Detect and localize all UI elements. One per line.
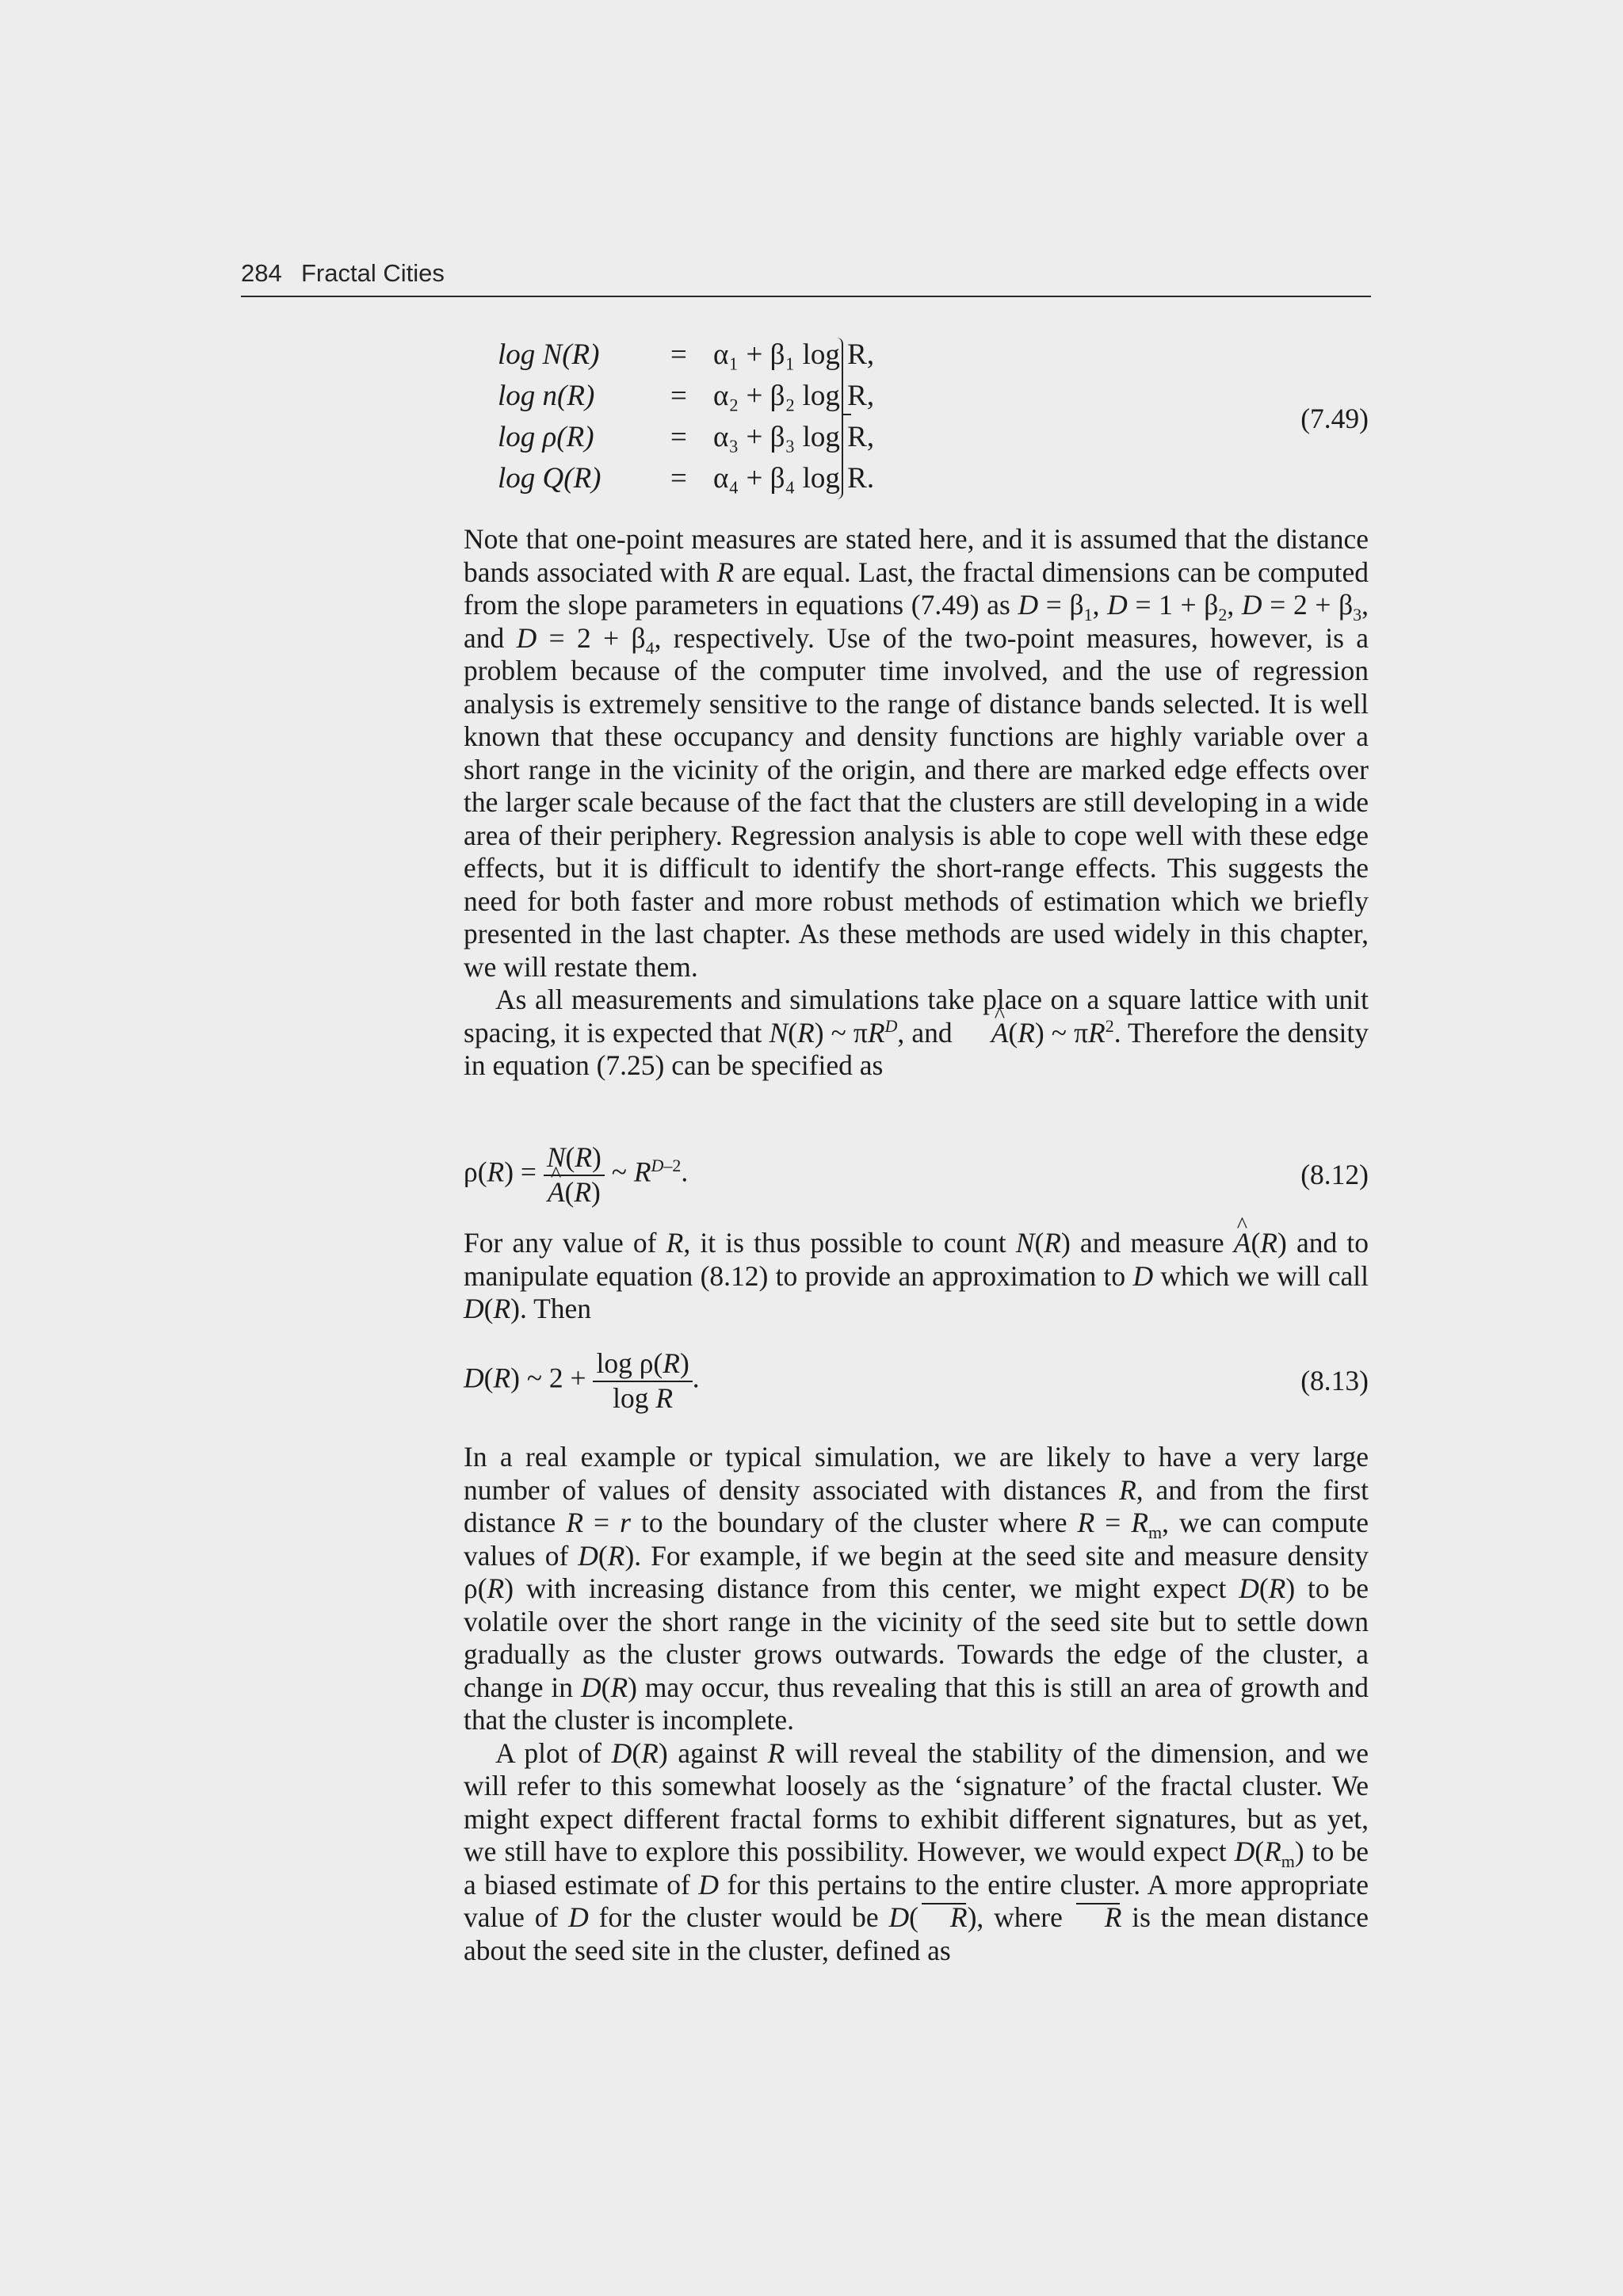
running-title: Fractal Cities — [301, 259, 445, 287]
equation-number-8-13: (8.13) — [1300, 1365, 1369, 1396]
paragraph-1: Note that one-point measures are stated here, and it is assumed that the distance bands associated with R are equal. Last, the fractal dimensions can be computed from the slope parameters in equations (7.49) as $D = \beta_1$, $D = 1 + \beta_2$, $D = 2 + \beta_3$, and $D = 2 + \beta_4$, respectively. Use of the two-point measures, however, is a problem because of the computer time involved, and the use of regression analysis is extremely sensitive to the range of distance bands selected. It is well known that these occupancy and density functions are highly variable over a short range in the vicinity of the origin, and there are marked edge effects over the larger scale because of the fact that the clusters are still developing in a wide area of their periphery. Regression analysis is able to cope well with these edge effects, but it is difficult to identify the short-range effects. This suggests the need for both faster and more robust methods of estimation which we briefly presented in the last chapter. As these methods are used widely in this chapter, we will restate them. As all measurements and simulations take place on a square lattice with unit spacing, it is expected that N(R) ~ $\pi R^D$, and ^ A(R) ~ $\pi R^2$. Therefore the density in equation (7.25) can be specified as — [464, 523, 1369, 1083]
eq-7-49-number-wrap — [464, 403, 1369, 442]
paragraph-3: In a real example or typical simulation, we are likely to have a very large number of values of density associated with distances R, and from the first distance R = r to the boundary of the cluster where $R = R_m$, we can compute values of D(R). For example, if we begin at the seed site and measure density ρ(R) with increasing distance from this center, we might expect D(R) to be volatile over the short range in the vicinity of the seed site but to settle down gradually as the cluster grows outwards. Towards the edge of the cluster, a change in D(R) may occur, thus revealing that this is still an area of growth and that the cluster is incomplete. A plot of D(R) against R will reveal the stability of the dimension, and we will refer to this somewhat loosely as the ‘signature’ of the fractal cluster. We might expect different fractal forms to exhibit different signatures, but as yet, we still have to explore this possibility. However, we would expect $D(R_m)$ to be a biased estimate of D for this pertains to the entire cluster. A more appropriate value of D for the cluster would be D( R), where R is the mean distance about the seed site in the cluster, defined as — [464, 1441, 1369, 1966]
eq-rhs: α₃ + β₃ log R, — [713, 421, 875, 453]
eq-rhs: α₂ + β₂ log R, — [713, 380, 875, 412]
equation-number-8-12: (8.12) — [1300, 1159, 1369, 1190]
paragraph-2: For any value of R, it is thus possible to count N(R) and measure ^ A(R) and to manipulate equation (8.12) to provide an approximation to D which we will call D(R). Then — [464, 1227, 1369, 1326]
eq-sign: = — [670, 462, 687, 495]
equation-8-13: D(R) ~ 2 + $\frac{\text{log ρ(R)}}{\text{log R}}$ . (8.13) — [464, 1347, 1369, 1414]
eq-sign: = — [670, 380, 687, 412]
equation-8-12: ρ(R) = N(R) ^ A(R) ~ $R^{D-2}$. (8.12) — [464, 1141, 1369, 1213]
eq-lhs: log Q(R) — [498, 462, 601, 495]
running-header — [241, 258, 1371, 297]
eq-sign: = — [670, 421, 687, 453]
equation-number-7-49: (7.49) — [1300, 403, 1369, 434]
eq-sign: = — [670, 338, 687, 371]
eq-lhs: log n(R) — [498, 380, 595, 412]
eq-rhs: α₄ + β₄ log R. — [713, 462, 875, 495]
eq-lhs: log N(R) — [498, 338, 600, 371]
page-number: 284 — [241, 259, 282, 287]
eq-rhs: α₁ + β₁ log R, — [713, 338, 875, 371]
eq-lhs: log ρ(R) — [498, 421, 594, 453]
